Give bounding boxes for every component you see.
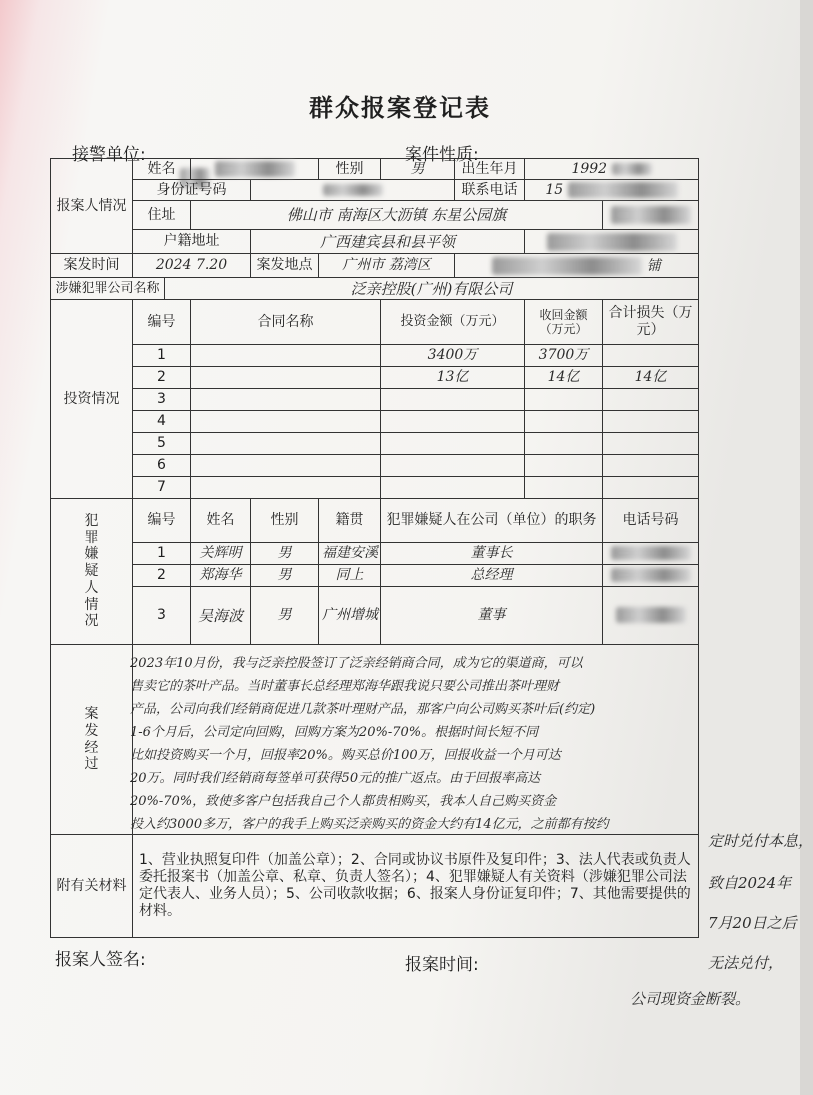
inv-row-loss: 14亿	[603, 367, 699, 389]
sus-row-name: 吴海波	[191, 587, 251, 645]
case-nature-label: 案件性质:	[405, 145, 479, 165]
inv-row-loss	[603, 455, 699, 477]
gender-value: 男	[381, 159, 455, 180]
side-note-line: 定时兑付本息，	[708, 832, 813, 850]
narrative-line: 售卖它的茶叶产品。当时董事长总经理郑海华跟我说只要公司推出茶叶理财	[130, 679, 560, 694]
sus-header-name: 姓名	[191, 499, 251, 543]
inv-row-returned	[525, 433, 603, 455]
id-label: 身份证号码	[133, 180, 251, 201]
side-note-line: 致自2024年	[708, 874, 792, 892]
hukou-label: 户籍地址	[133, 230, 251, 254]
inv-row-returned	[525, 477, 603, 499]
sus-row-gender: 男	[251, 543, 319, 565]
phone-label: 联系电话	[455, 180, 525, 201]
sus-row-phone	[603, 543, 699, 565]
place-redacted: 铺	[455, 254, 699, 278]
inv-header-invest: 投资金额（万元）	[381, 300, 525, 345]
sus-row-name: 关辉明	[191, 543, 251, 565]
phone-value: 15	[525, 180, 699, 201]
sus-row-no: 3	[133, 587, 191, 645]
sus-row-origin: 同上	[319, 565, 381, 587]
form-title: 群众报案登记表	[309, 94, 491, 122]
sus-row-origin: 福建安溪	[319, 543, 381, 565]
sus-row-position: 董事	[381, 587, 603, 645]
narrative-line: 20万。同时我们经销商每签单可获得50元的推广返点。由于回报率高达	[130, 771, 541, 786]
inv-row-no: 7	[133, 477, 191, 499]
inv-row-contract	[191, 455, 381, 477]
side-note-line: 无法兑付，	[708, 954, 784, 972]
inv-row-returned	[525, 389, 603, 411]
sus-row-name: 郑海华	[191, 565, 251, 587]
inv-row-invest: 13亿	[381, 367, 525, 389]
inv-row-contract	[191, 367, 381, 389]
address-value: 佛山市 南海区大沥镇 东星公园旗	[191, 201, 603, 230]
inv-row-contract	[191, 433, 381, 455]
reporter-section-label: 报案人情况	[51, 159, 133, 254]
inv-row-invest	[381, 411, 525, 433]
sus-row-origin: 广州增城	[319, 587, 381, 645]
name-value	[191, 159, 319, 180]
investment-section-label: 投资情况	[51, 300, 133, 499]
narrative-line: 2023年10月份，我与泛亲控股签订了泛亲经销商合同，成为它的渠道商，可以	[130, 656, 583, 671]
sus-row-gender: 男	[251, 587, 319, 645]
id-value	[251, 180, 455, 201]
sus-header-position: 犯罪嫌疑人在公司（单位）的职务	[381, 499, 603, 543]
gender-label: 性别	[319, 159, 381, 180]
inv-row-loss	[603, 433, 699, 455]
inv-row-no: 6	[133, 455, 191, 477]
inv-row-no: 4	[133, 411, 191, 433]
inv-row-contract	[191, 411, 381, 433]
inv-row-invest: 3400万	[381, 345, 525, 367]
inv-row-invest	[381, 455, 525, 477]
inv-header-no: 编号	[133, 300, 191, 345]
police-unit-label: 接警单位:	[72, 145, 146, 165]
side-note-line: 公司现资金断裂。	[630, 990, 751, 1008]
inv-row-loss	[603, 389, 699, 411]
hukou-value: 广西建宾县和县平领	[251, 230, 525, 254]
inv-header-returned: 收回金额（万元）	[525, 300, 603, 345]
narrative-line: 产品，公司向我们经销商促进几款茶叶理财产品，那客户向公司购买茶叶后(约定)	[130, 702, 596, 717]
inv-row-returned: 14亿	[525, 367, 603, 389]
inv-row-loss	[603, 345, 699, 367]
inv-row-contract	[191, 345, 381, 367]
inv-header-loss: 合计损失（万元）	[603, 300, 699, 345]
inv-row-no: 3	[133, 389, 191, 411]
side-note-line: 7月20日之后	[708, 914, 797, 932]
sus-header-no: 编号	[133, 499, 191, 543]
inv-row-returned	[525, 411, 603, 433]
place-value: 广州市 荔湾区	[319, 254, 455, 278]
company-value: 泛亲控股(广州)有限公司	[165, 278, 699, 300]
sus-row-no: 2	[133, 565, 191, 587]
company-label: 涉嫌犯罪公司名称	[51, 278, 165, 300]
time-value: 2024 7.20	[133, 254, 251, 278]
sus-header-origin: 籍贯	[319, 499, 381, 543]
suspects-section-label: 犯罪嫌疑人情况	[51, 499, 133, 645]
inv-row-loss	[603, 411, 699, 433]
sus-header-phone: 电话号码	[603, 499, 699, 543]
place-label: 案发地点	[251, 254, 319, 278]
address-label: 住址	[133, 201, 191, 230]
name-label: 姓名	[133, 159, 191, 180]
narrative-line: 20%-70%，致使多客户包括我自己个人都贵相购买，我本人自己购买资金	[130, 794, 557, 809]
narrative-line: 投入约3000多万，客户的我手上购买泛亲购买的资金大约有14亿元，之前都有按约	[130, 817, 609, 832]
narrative-section-label: 案发经过	[51, 645, 133, 835]
birth-value: 1992	[525, 159, 699, 180]
inv-row-returned	[525, 455, 603, 477]
materials-section-label: 附有关材料	[51, 835, 133, 938]
report-time-label: 报案时间:	[405, 955, 479, 975]
inv-row-no: 1	[133, 345, 191, 367]
birth-label: 出生年月	[455, 159, 525, 180]
time-label: 案发时间	[51, 254, 133, 278]
hukou-redacted	[525, 230, 699, 254]
inv-row-returned: 3700万	[525, 345, 603, 367]
inv-header-contract: 合同名称	[191, 300, 381, 345]
sus-row-gender: 男	[251, 565, 319, 587]
sus-row-no: 1	[133, 543, 191, 565]
materials-text: 1、营业执照复印件（加盖公章）；2、合同或协议书原件及复印件；3、法人代表或负责人委托报案书（加盖公章、私章、负责人签名）；4、犯罪嫌疑人有关资料（涉嫌犯罪公司法定代表人、业务人员）；5、公司收款收据；6、报案人身份证复印件；7、其他需要提供的材料。	[133, 835, 699, 938]
narrative-line: 1-6个月后，公司定向回购，回购方案为20%-70%。根据时间长短不同	[130, 725, 539, 740]
inv-row-no: 5	[133, 433, 191, 455]
sus-row-phone	[603, 565, 699, 587]
sus-row-position: 董事长	[381, 543, 603, 565]
signature-label: 报案人签名:	[55, 950, 146, 970]
address-redacted	[603, 201, 699, 230]
sus-row-position: 总经理	[381, 565, 603, 587]
inv-row-invest	[381, 389, 525, 411]
sus-header-gender: 性别	[251, 499, 319, 543]
inv-row-no: 2	[133, 367, 191, 389]
narrative-line: 比如投资购买一个月，回报率20%。购买总价100万，回报收益一个月可达	[130, 748, 561, 763]
inv-row-invest	[381, 433, 525, 455]
inv-row-contract	[191, 389, 381, 411]
inv-row-contract	[191, 477, 381, 499]
inv-row-loss	[603, 477, 699, 499]
inv-row-invest	[381, 477, 525, 499]
sus-row-phone	[603, 587, 699, 645]
